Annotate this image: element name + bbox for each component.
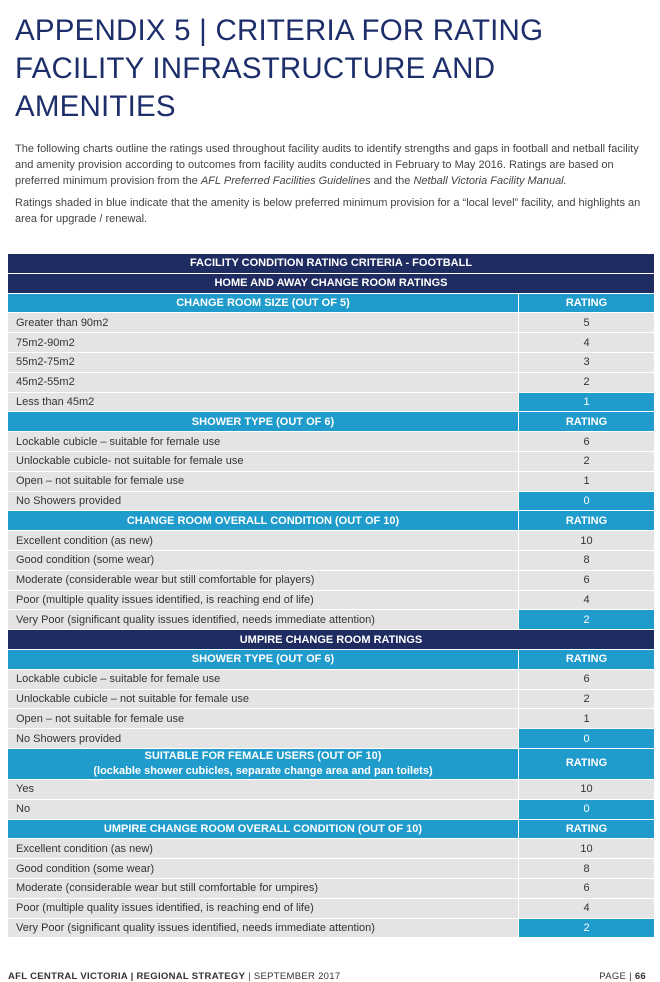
criteria-cell: No [8,800,519,819]
umpire-section-title: UMPIRE CHANGE ROOM RATINGS [8,630,654,649]
rating-cell: 4 [519,333,654,352]
footer-right [599,971,646,982]
footer-left [8,971,340,982]
rating-cell: 3 [519,353,654,372]
table-row [8,859,654,878]
criteria-cell: No Showers provided [8,492,519,511]
female-users-title-line-2: (lockable shower cubicles, separate change area and pan toilets) [93,764,433,777]
table-row [8,353,654,372]
criteria-cell: Very Poor (significant quality issues identified, needs immediate attention) [8,919,519,938]
page-number: 66 [634,971,646,982]
criteria-cell: Open – not suitable for female use [8,472,519,491]
criteria-cell: 55m2-75m2 [8,353,519,372]
overall-condition-header [8,511,654,530]
home-away-section-title: HOME AND AWAY CHANGE ROOM RATINGS [8,274,654,293]
rating-cell: 6 [519,670,654,689]
table-row [8,373,654,392]
rating-cell: 6 [519,571,654,590]
umpire-condition-header [8,820,654,839]
rating-cell-below-minimum: 2 [519,919,654,938]
criteria-cell: Excellent condition (as new) [8,531,519,550]
criteria-cell: Poor (multiple quality issues identified, is reaching end of life) [8,899,519,918]
table-row [8,333,654,352]
overall-condition-title: CHANGE ROOM OVERALL CONDITION (OUT OF 10) [8,511,519,530]
criteria-cell: Poor (multiple quality issues identified, is reaching end of life) [8,591,519,610]
rating-cell-below-minimum: 0 [519,729,654,748]
criteria-cell: Very Poor (significant quality issues identified, needs immediate attention) [8,610,519,629]
home-away-section-row [8,274,654,293]
table-row [8,919,654,938]
table-row [8,452,654,471]
criteria-cell: 75m2-90m2 [8,333,519,352]
rating-cell: 10 [519,839,654,858]
rating-column-header: RATING [519,820,654,839]
rating-column-header: RATING [519,412,654,431]
rating-cell: 10 [519,531,654,550]
rating-column-header: RATING [519,650,654,669]
rating-cell-below-minimum: 1 [519,393,654,412]
criteria-cell: Greater than 90m2 [8,313,519,332]
umpire-condition-title: UMPIRE CHANGE ROOM OVERALL CONDITION (OUT OF 10) [8,820,519,839]
afl-guidelines-title: AFL Preferred Facilities Guidelines [200,175,371,187]
criteria-cell: Moderate (considerable wear but still comfortable for umpires) [8,879,519,898]
table-title: FACILITY CONDITION RATING CRITERIA - FOOTBALL [8,254,654,273]
rating-cell: 4 [519,899,654,918]
criteria-cell: No Showers provided [8,729,519,748]
criteria-cell: Excellent condition (as new) [8,839,519,858]
rating-cell: 2 [519,690,654,709]
change-room-size-title: CHANGE ROOM SIZE (OUT OF 5) [8,294,519,313]
table-title-row [8,254,654,273]
intro-p1-text-c: and the [370,175,414,187]
rating-cell-below-minimum: 0 [519,492,654,511]
criteria-cell: Moderate (considerable wear but still comfortable for players) [8,571,519,590]
criteria-cell: Less than 45m2 [8,393,519,412]
criteria-cell: Yes [8,780,519,799]
table-row [8,472,654,491]
rating-column-header: RATING [519,749,654,779]
criteria-cell: 45m2-55m2 [8,373,519,392]
criteria-cell: Good condition (some wear) [8,859,519,878]
criteria-cell: Open – not suitable for female use [8,709,519,728]
rating-cell-below-minimum: 2 [519,610,654,629]
footer-date: | SEPTEMBER 2017 [245,971,341,982]
rating-criteria-table [8,253,654,938]
footer-strategy-title: AFL CENTRAL VICTORIA | REGIONAL STRATEGY [8,971,246,982]
umpire-section-row [8,630,654,649]
page-title-line-2: FACILITY INFRASTRUCTURE AND [15,52,496,85]
table-row [8,591,654,610]
table-row [8,780,654,799]
umpire-shower-type-title: SHOWER TYPE (OUT OF 6) [8,650,519,669]
intro-paragraph-1 [15,141,645,189]
shower-type-title: SHOWER TYPE (OUT OF 6) [8,412,519,431]
page-title-line-3: AMENITIES [15,90,176,123]
table-row [8,432,654,451]
footer-page-label: PAGE | [599,971,635,982]
table-row [8,690,654,709]
rating-cell: 2 [519,452,654,471]
female-users-title-line-1: SUITABLE FOR FEMALE USERS (OUT OF 10) [144,749,382,762]
female-users-header [8,749,654,779]
table-row [8,393,654,412]
page-title [15,12,655,126]
rating-cell: 8 [519,859,654,878]
table-row [8,531,654,550]
table-row [8,492,654,511]
rating-cell: 10 [519,780,654,799]
table-row [8,313,654,332]
rating-cell: 1 [519,472,654,491]
criteria-cell: Lockable cubicle – suitable for female use [8,432,519,451]
table-row [8,879,654,898]
rating-cell: 6 [519,879,654,898]
rating-column-header: RATING [519,511,654,530]
shower-type-header [8,412,654,431]
table-row [8,899,654,918]
table-row [8,709,654,728]
table-row [8,670,654,689]
table-row [8,729,654,748]
umpire-shower-type-header [8,650,654,669]
table-row [8,610,654,629]
page-title-line-1: APPENDIX 5 | CRITERIA FOR RATING [15,14,544,47]
rating-cell: 2 [519,373,654,392]
rating-cell: 6 [519,432,654,451]
intro-p1-text-a: The following charts outline the ratings used throughout facility audits to identify strengths and gaps in football and netball facility and amenity provision according to outcomes from facility audits conducted in February to May 2016. Ratings are based on preferred minimum provision from the [15,143,639,187]
rating-cell: 1 [519,709,654,728]
rating-cell-below-minimum: 0 [519,800,654,819]
rating-cell: 8 [519,551,654,570]
rating-column-header: RATING [519,294,654,313]
criteria-cell: Lockable cubicle – suitable for female use [8,670,519,689]
table-row [8,839,654,858]
table-row [8,551,654,570]
netball-manual-title: Netball Victoria Facility Manual. [413,175,567,187]
rating-cell: 5 [519,313,654,332]
female-users-title [8,749,519,779]
intro-text [15,141,645,233]
criteria-cell: Unlockable cubicle- not suitable for female use [8,452,519,471]
change-room-size-header [8,294,654,313]
intro-paragraph-2: Ratings shaded in blue indicate that the amenity is below preferred minimum provision for a “local level” facility, and highlights an area for upgrade / renewal. [15,197,641,225]
table-row [8,571,654,590]
criteria-cell: Good condition (some wear) [8,551,519,570]
criteria-cell: Unlockable cubicle – not suitable for female use [8,690,519,709]
rating-cell: 4 [519,591,654,610]
table-row [8,800,654,819]
